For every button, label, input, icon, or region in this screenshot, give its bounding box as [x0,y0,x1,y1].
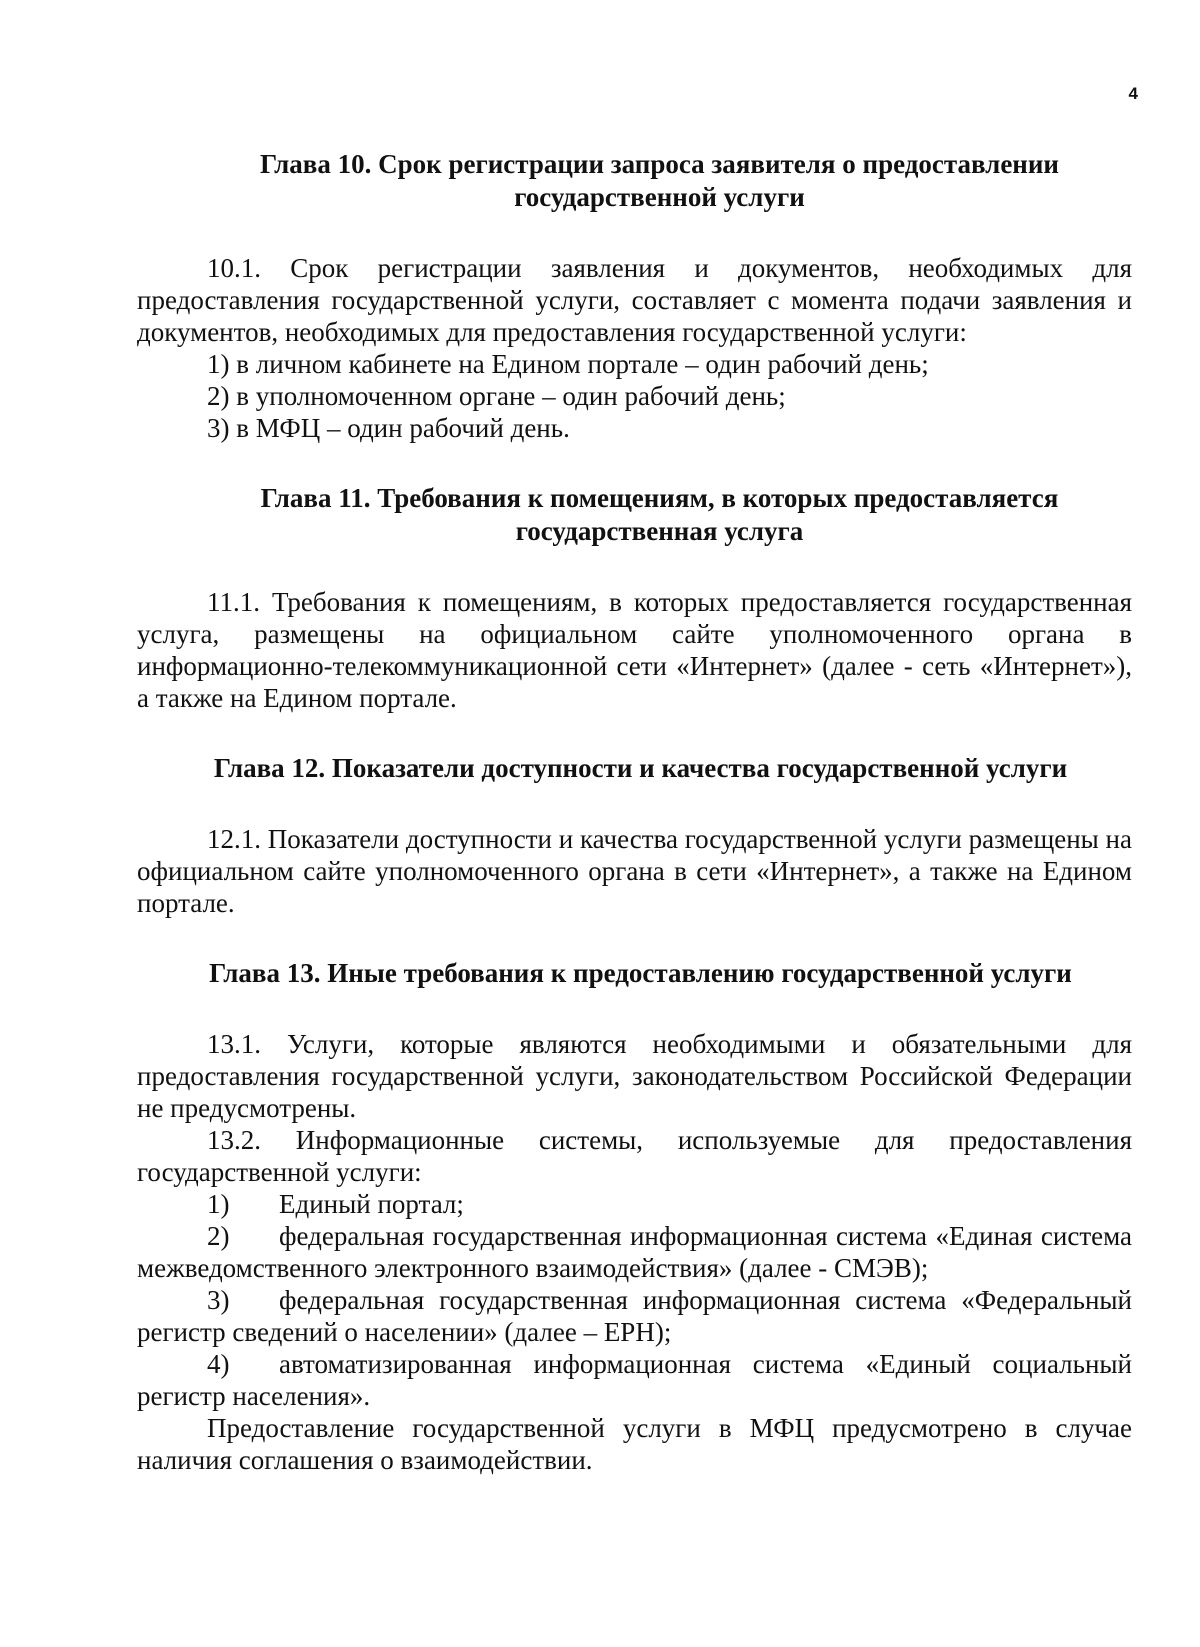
paragraph-12-1: 12.1. Показатели доступности и качества государственной услуги размещены на официальном сайте уполномоченного органа в сети «Интернет», а также на Едином портале. [137,824,1132,918]
list-item [137,1220,1132,1284]
list-item-text: Единый портал; [279,1189,464,1219]
paragraph-13-2: 13.2. Информационные системы, используемые для предоставления государственной услуги: [137,1125,1132,1187]
page-number: 4 [1128,84,1138,103]
paragraph-13-1: 13.1. Услуги, которые являются необходимыми и обязательными для предоставления государственной услуги, законодательством Российской Федерации не предусмотрены. [137,1029,1132,1123]
list-item-number: 2) [207,1221,230,1251]
paragraph-11-1: 11.1. Требования к помещениям, в которых предоставляется государственная услуга, размещены на официальном сайте уполномоченного органа в информационно-телекоммуникационной сети «Интернет» (далее - сеть «Интернет»), а также на Едином портале. [137,587,1132,713]
chapter-12-heading: Глава 12. Показатели доступности и качества государственной услуги [213,753,1068,783]
chapter-10-heading-line2: государственной услуги [514,182,805,212]
list-item-number: 1) [207,1189,230,1219]
chapter-11-heading-line2: государственная услуга [515,516,804,546]
chapter-13-heading: Глава 13. Иные требования к предоставлению государственной услуги [209,958,1072,988]
list-item: 2) в уполномоченном органе – один рабочий день; [207,381,786,411]
list-item: 1) в личном кабинете на Едином портале – один рабочий день; [207,349,929,379]
list-item: 3) в МФЦ – один рабочий день. [207,413,570,443]
chapter-11-heading-line1: Глава 11. Требования к помещениям, в которых предоставляется [260,483,1059,513]
chapter-11-heading [137,482,1132,548]
list-item-text: федеральная государственная информационная система «Единая система межведомственного электронного взаимодействия» (далее - СМЭВ); [137,1221,1132,1283]
paragraph-10-1: 10.1. Срок регистрации заявления и документов, необходимых для предоставления государственной услуги, составляет с момента подачи заявления и документов, необходимых для предоставления государственной услуги: [137,253,1132,347]
chapter-10-heading-line1: Глава 10. Срок регистрации запроса заявителя о предоставлении [260,149,1059,179]
list-item [137,1284,1132,1348]
list-item-number: 3) [207,1285,230,1315]
list-item-text: федеральная государственная информационная система «Федеральный регистр сведений о населении» (далее – ЕРН); [137,1285,1132,1347]
list-item [137,1188,1132,1220]
chapter-10-heading [137,148,1132,214]
paragraph-13-closing: Предоставление государственной услуги в МФЦ предусмотрено в случае наличия соглашения о взаимодействии. [137,1413,1132,1475]
list-item [137,1348,1132,1412]
list-item-text: автоматизированная информационная система «Единый социальный регистр населения». [137,1349,1132,1411]
document-body [137,148,1132,1476]
list-item-number: 4) [207,1349,230,1379]
